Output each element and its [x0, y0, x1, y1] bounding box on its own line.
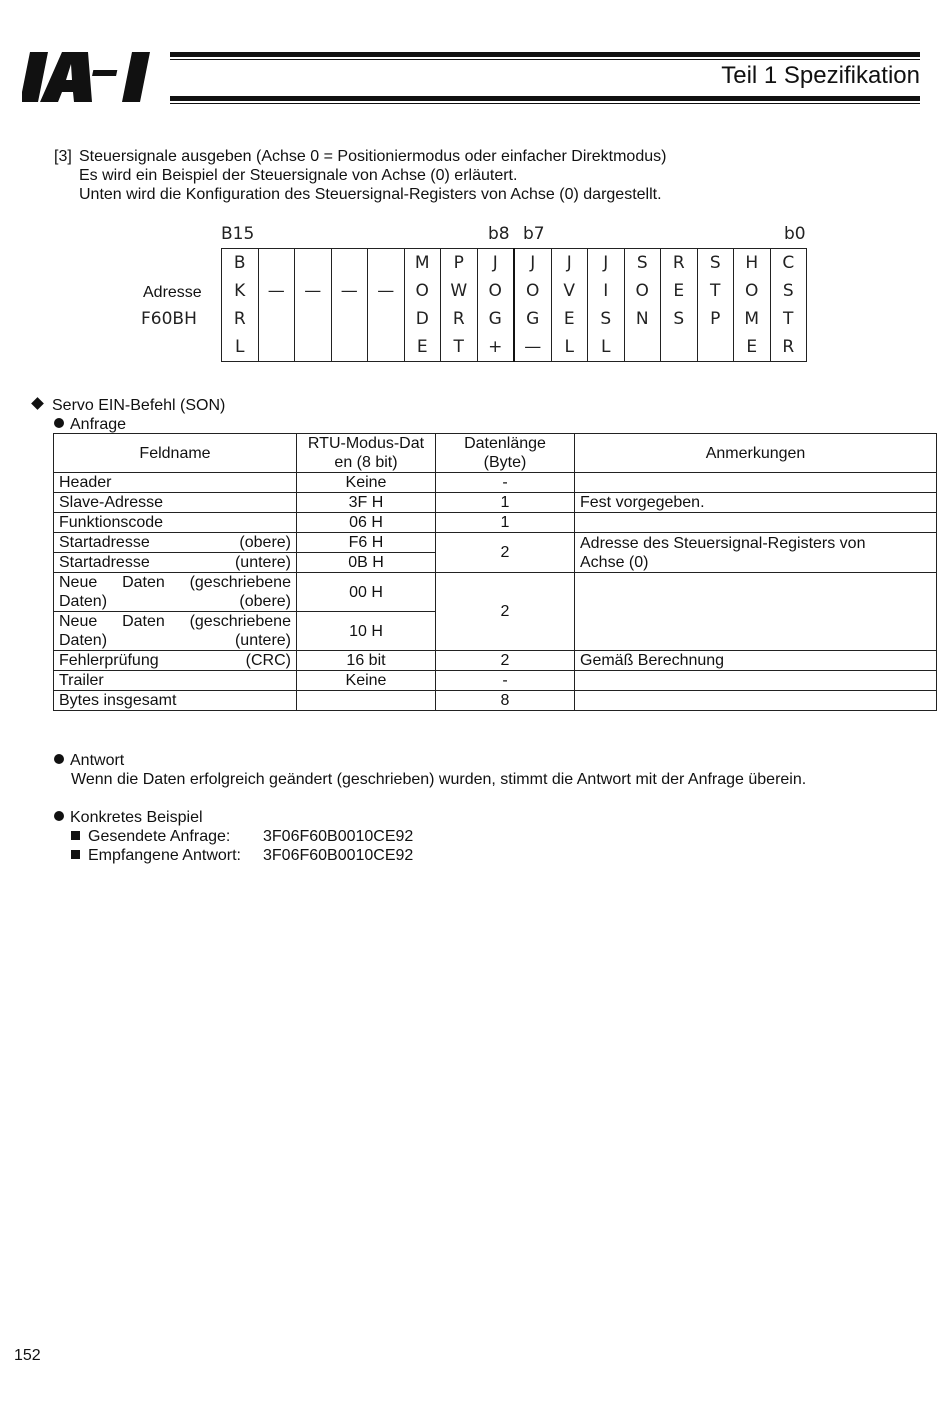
register-bit-cell [624, 249, 661, 362]
page-number: 152 [14, 1347, 41, 1364]
register-bit-cell [404, 249, 441, 362]
cell-length: 1 [436, 493, 575, 513]
control-signal-register [221, 248, 807, 362]
register-bit-char: G [488, 309, 502, 329]
register-bit-char: M [414, 253, 430, 273]
cell-length: - [436, 473, 575, 493]
request-label: Anfrage [54, 415, 126, 434]
cell-note [575, 691, 937, 711]
table-header-row [54, 434, 937, 473]
cell-length: - [436, 671, 575, 691]
register-bit-char: + [488, 337, 503, 357]
square-bullet-icon [71, 850, 80, 859]
cell-field: Trailer [54, 671, 297, 691]
cell-field: Bytes insgesamt [54, 691, 297, 711]
register-bit-char: S [600, 309, 612, 329]
received-response: Empfangene Antwort: [71, 846, 241, 865]
col-header-rtu: RTU-Modus-Dat en (8 bit) [297, 434, 436, 473]
register-bit-cell [441, 249, 478, 362]
table-row [54, 493, 937, 513]
register-bit-cell [697, 249, 734, 362]
cell-note [575, 473, 937, 493]
col-header-notes: Anmerkungen [575, 434, 937, 473]
register-bit-char: O [635, 281, 649, 301]
register-bit-char: L [564, 337, 574, 357]
header-rule [170, 96, 920, 101]
table-row [54, 533, 937, 553]
son-request-table [53, 433, 937, 711]
iai-logo [22, 48, 162, 106]
register-bit-char: L [235, 337, 245, 357]
cell-note [575, 513, 937, 533]
bullet-icon [54, 754, 64, 764]
register-bit-char: — [524, 337, 542, 357]
address-label: Adresse [143, 284, 202, 301]
cell-rtu: 0B H [297, 553, 436, 573]
register-bit-cell [477, 249, 514, 362]
register-bit-char: J [566, 253, 572, 273]
register-bit-char: N [635, 309, 649, 329]
register-bit-char: S [673, 309, 685, 329]
register-bit-cell [514, 249, 551, 362]
cell-note [575, 573, 937, 651]
bit-label-b7: b7 [523, 224, 545, 244]
table-row [54, 513, 937, 533]
cell-field: Startadresse (untere) [54, 553, 297, 573]
cell-field: Neue Daten (geschriebene Daten) (untere) [54, 612, 297, 651]
cell-length: 8 [436, 691, 575, 711]
cell-field: Funktionscode [54, 513, 297, 533]
register-bit-char: R [452, 309, 465, 329]
square-bullet-icon [71, 831, 80, 840]
header-rule [170, 59, 920, 60]
register-bit-char: — [304, 281, 322, 301]
sent-request: Gesendete Anfrage: [71, 827, 230, 846]
intro-line-1: Steuersignale ausgeben (Achse 0 = Positioniermodus oder einfacher Direktmodus) [79, 148, 667, 165]
cell-field: Header [54, 473, 297, 493]
register-bit-cell [734, 249, 771, 362]
register-bit-char: T [453, 337, 464, 357]
register-bit-char: H [745, 253, 759, 273]
register-bit-char: T [710, 281, 721, 301]
register-bit-char: S [636, 253, 648, 273]
register-bit-cell [222, 249, 259, 362]
col-header-length: Datenlänge (Byte) [436, 434, 575, 473]
register-bit-cell [368, 249, 405, 362]
received-response-value: 3F06F60B0010CE92 [263, 847, 414, 864]
cell-field: Startadresse (obere) [54, 533, 297, 553]
register-bit-char: G [526, 309, 540, 329]
register-bit-cell [295, 249, 332, 362]
cell-rtu: Keine [297, 473, 436, 493]
intro-line-2: Es wird ein Beispiel der Steuersignale von Achse (0) erläutert. [79, 167, 518, 184]
sent-request-value: 3F06F60B0010CE92 [263, 828, 414, 845]
cell-field: Neue Daten (geschriebene Daten) (obere) [54, 573, 297, 612]
table-row [54, 651, 937, 671]
table-row [54, 573, 937, 612]
header-rule [170, 52, 920, 57]
register-bit-char: T [783, 309, 794, 329]
diamond-bullet-icon [31, 397, 44, 410]
register-bit-cell [770, 249, 807, 362]
table-row [54, 671, 937, 691]
cell-rtu [297, 691, 436, 711]
cell-note [575, 671, 937, 691]
cell-field: Fehlerprüfung (CRC) [54, 651, 297, 671]
cell-length: 2 [436, 533, 575, 573]
cell-rtu: 16 bit [297, 651, 436, 671]
cell-note: Fest vorgegeben. [575, 493, 937, 513]
cell-note: Adresse des Steuersignal-Registers von Achse (0) [575, 533, 937, 573]
header-rule [170, 103, 920, 104]
cell-rtu: Keine [297, 671, 436, 691]
bit-label-b0: b0 [784, 224, 806, 244]
section-number: [3] [54, 148, 72, 165]
register-bit-char: O [745, 281, 759, 301]
register-bit-char: M [744, 309, 760, 329]
register-bit-cell [588, 249, 625, 362]
cell-note: Gemäß Berechnung [575, 651, 937, 671]
register-bit-cell [258, 249, 295, 362]
register-bit-char: W [450, 281, 468, 301]
cell-field: Slave-Adresse [54, 493, 297, 513]
register-bit-char: O [488, 281, 502, 301]
intro-line-3: Unten wird die Konfiguration des Steuersignal-Registers von Achse (0) dargestellt. [79, 186, 662, 203]
register-bit-char: R [672, 253, 685, 273]
register-bit-char: V [563, 281, 576, 301]
register-bit-char: B [233, 253, 246, 273]
cell-rtu: F6 H [297, 533, 436, 553]
example-label: Konkretes Beispiel [54, 808, 203, 827]
cell-length: 2 [436, 573, 575, 651]
table-row [54, 691, 937, 711]
register-bit-char: P [453, 253, 464, 273]
bit-label-b8: b8 [488, 224, 510, 244]
register-bit-cell [551, 249, 588, 362]
cell-length: 2 [436, 651, 575, 671]
cell-rtu: 10 H [297, 612, 436, 651]
register-bit-char: S [709, 253, 721, 273]
register-bit-char: O [415, 281, 429, 301]
register-bit-char: C [782, 253, 795, 273]
register-bit-char: E [746, 337, 758, 357]
register-bit-char: J [530, 253, 536, 273]
register-bit-char: J [603, 253, 609, 273]
register-bit-char: I [603, 281, 609, 301]
register-bit-char: P [710, 309, 721, 329]
cell-rtu: 3F H [297, 493, 436, 513]
register-bit-char: R [782, 337, 795, 357]
register-bit-cell [661, 249, 698, 362]
response-text: Wenn die Daten erfolgreich geändert (geschrieben) wurden, stimmt die Antwort mit der Anfrage überein. [71, 771, 807, 788]
register-bit-char: E [563, 309, 575, 329]
register-bit-char: K [234, 281, 246, 301]
response-label: Antwort [54, 751, 124, 770]
table-row [54, 473, 937, 493]
bullet-icon [54, 811, 64, 821]
register-bit-char: S [782, 281, 794, 301]
register-bit-char: L [601, 337, 611, 357]
register-bit-char: — [377, 281, 395, 301]
col-header-field: Feldname [54, 434, 297, 473]
cell-rtu: 00 H [297, 573, 436, 612]
bullet-icon [54, 418, 64, 428]
register-bit-char: O [526, 281, 540, 301]
address-value: F60BH [141, 309, 197, 329]
register-bit-char: E [416, 337, 428, 357]
register-bit-char: R [233, 309, 246, 329]
register-bit-char: — [340, 281, 358, 301]
cell-rtu: 06 H [297, 513, 436, 533]
register-bit-char: E [673, 281, 685, 301]
bit-label-b15: B15 [221, 224, 255, 244]
register-bit-char: J [492, 253, 498, 273]
register-bit-char: — [267, 281, 285, 301]
register-bit-char: D [415, 309, 429, 329]
section-title: Servo EIN-Befehl (SON) [30, 396, 225, 415]
register-bit-cell [331, 249, 368, 362]
cell-length: 1 [436, 513, 575, 533]
page-header-title: Teil 1 Spezifikation [721, 62, 920, 89]
